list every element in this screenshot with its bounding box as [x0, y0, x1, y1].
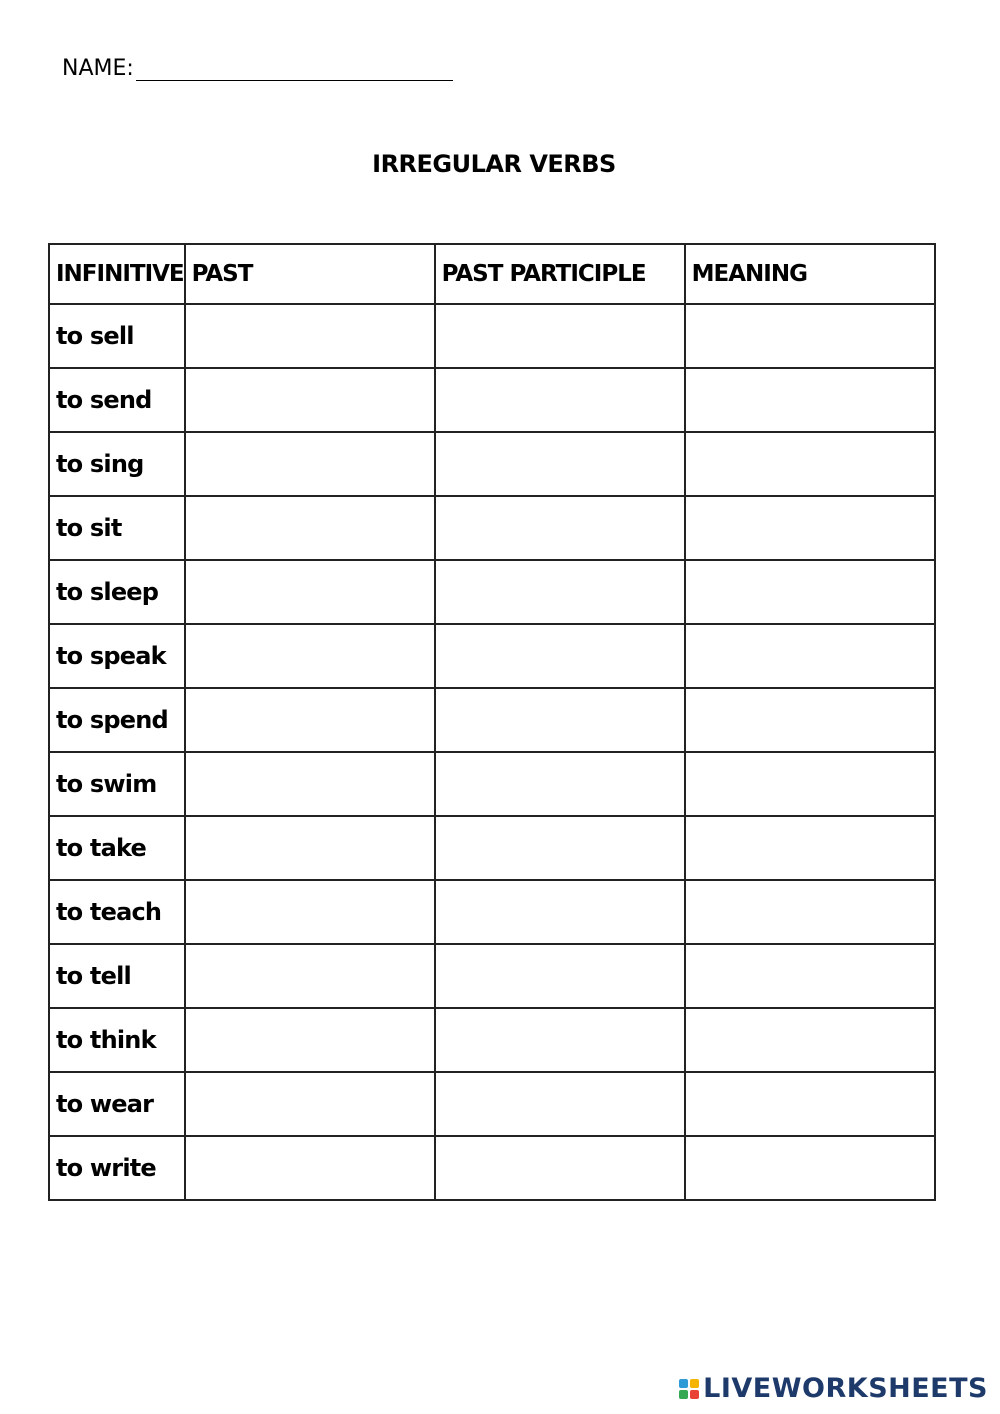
cell-meaning-input[interactable] — [685, 944, 935, 1008]
cell-meaning-input[interactable] — [685, 752, 935, 816]
cell-past-participle-input[interactable] — [435, 1008, 685, 1072]
table-row — [49, 368, 935, 432]
cell-past-participle-input[interactable] — [435, 688, 685, 752]
cell-meaning-input[interactable] — [685, 880, 935, 944]
table-row — [49, 304, 935, 368]
cell-infinitive: to wear — [49, 1072, 185, 1136]
cell-infinitive: to spend — [49, 688, 185, 752]
liveworksheets-brand — [679, 1373, 988, 1404]
table-row — [49, 688, 935, 752]
page-title: IRREGULAR VERBS — [372, 150, 616, 178]
cell-past-input[interactable] — [185, 1008, 435, 1072]
cell-meaning-input[interactable] — [685, 368, 935, 432]
cell-infinitive: to take — [49, 816, 185, 880]
column-header-past-participle: PAST PARTICIPLE — [435, 244, 685, 304]
table-row — [49, 1072, 935, 1136]
cell-meaning-input[interactable] — [685, 496, 935, 560]
cell-infinitive: to speak — [49, 624, 185, 688]
logo-square-blue — [679, 1379, 688, 1388]
table-row — [49, 432, 935, 496]
table-row — [49, 816, 935, 880]
column-header-past: PAST — [185, 244, 435, 304]
table-row — [49, 624, 935, 688]
logo-square-yellow — [690, 1379, 699, 1388]
table-row — [49, 1136, 935, 1200]
cell-past-input[interactable] — [185, 624, 435, 688]
cell-meaning-input[interactable] — [685, 432, 935, 496]
cell-past-participle-input[interactable] — [435, 1072, 685, 1136]
cell-past-participle-input[interactable] — [435, 624, 685, 688]
cell-infinitive: to think — [49, 1008, 185, 1072]
cell-meaning-input[interactable] — [685, 1136, 935, 1200]
cell-past-participle-input[interactable] — [435, 304, 685, 368]
cell-past-input[interactable] — [185, 816, 435, 880]
cell-infinitive: to sit — [49, 496, 185, 560]
name-field — [62, 56, 453, 81]
cell-past-participle-input[interactable] — [435, 880, 685, 944]
cell-past-participle-input[interactable] — [435, 816, 685, 880]
cell-past-input[interactable] — [185, 432, 435, 496]
cell-meaning-input[interactable] — [685, 816, 935, 880]
cell-infinitive: to swim — [49, 752, 185, 816]
logo-square-green — [679, 1390, 688, 1399]
column-header-infinitive: INFINITIVE — [49, 244, 185, 304]
cell-infinitive: to tell — [49, 944, 185, 1008]
cell-meaning-input[interactable] — [685, 688, 935, 752]
cell-meaning-input[interactable] — [685, 560, 935, 624]
cell-meaning-input[interactable] — [685, 304, 935, 368]
verbs-table — [48, 243, 936, 1201]
cell-past-input[interactable] — [185, 1072, 435, 1136]
cell-past-input[interactable] — [185, 496, 435, 560]
table-header-row — [49, 244, 935, 304]
table-row — [49, 560, 935, 624]
cell-past-input[interactable] — [185, 752, 435, 816]
cell-past-participle-input[interactable] — [435, 496, 685, 560]
cell-infinitive: to write — [49, 1136, 185, 1200]
cell-past-input[interactable] — [185, 688, 435, 752]
brand-text: LIVEWORKSHEETS — [703, 1373, 988, 1404]
liveworksheets-logo-icon — [679, 1379, 699, 1399]
cell-past-input[interactable] — [185, 304, 435, 368]
table-row — [49, 752, 935, 816]
cell-past-participle-input[interactable] — [435, 432, 685, 496]
cell-past-participle-input[interactable] — [435, 560, 685, 624]
name-blank-line[interactable] — [136, 58, 453, 81]
table-row — [49, 944, 935, 1008]
cell-meaning-input[interactable] — [685, 624, 935, 688]
name-label: NAME: — [62, 56, 134, 81]
cell-past-input[interactable] — [185, 880, 435, 944]
cell-infinitive: to send — [49, 368, 185, 432]
cell-past-input[interactable] — [185, 368, 435, 432]
cell-meaning-input[interactable] — [685, 1008, 935, 1072]
cell-infinitive: to sell — [49, 304, 185, 368]
cell-infinitive: to sleep — [49, 560, 185, 624]
table-row — [49, 1008, 935, 1072]
table-row — [49, 496, 935, 560]
cell-past-participle-input[interactable] — [435, 1136, 685, 1200]
cell-infinitive: to teach — [49, 880, 185, 944]
cell-past-participle-input[interactable] — [435, 752, 685, 816]
logo-square-red — [690, 1390, 699, 1399]
cell-past-participle-input[interactable] — [435, 944, 685, 1008]
cell-meaning-input[interactable] — [685, 1072, 935, 1136]
cell-past-input[interactable] — [185, 1136, 435, 1200]
cell-infinitive: to sing — [49, 432, 185, 496]
table-row — [49, 880, 935, 944]
cell-past-input[interactable] — [185, 560, 435, 624]
cell-past-participle-input[interactable] — [435, 368, 685, 432]
column-header-meaning: MEANING — [685, 244, 935, 304]
cell-past-input[interactable] — [185, 944, 435, 1008]
